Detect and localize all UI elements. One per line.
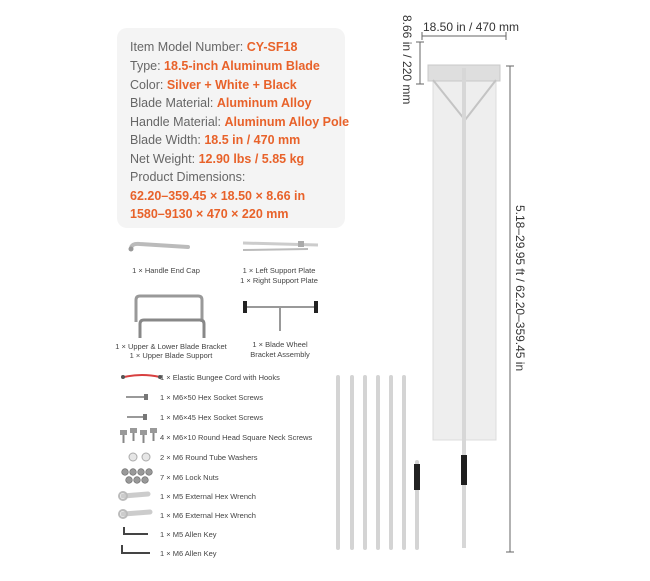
wheel-bracket-image xyxy=(243,301,318,331)
blade-bracket-label: 1 × Upper & Lower Blade Bracket xyxy=(115,342,227,351)
square-neck-screws-image xyxy=(120,428,157,443)
accessory-square-neck-screws: 4 × M6×10 Round Head Square Neck Screws xyxy=(160,433,313,442)
accessory-tube-washers: 2 × M6 Round Tube Washers xyxy=(160,453,258,462)
width-dimension-label: 18.50 in / 470 mm xyxy=(423,20,520,34)
m6-allen-key-image xyxy=(122,545,150,553)
handle-end-cap-image xyxy=(129,244,189,252)
accessory-m5-hex-wrench: 1 × M5 External Hex Wrench xyxy=(160,492,256,501)
spec-net-weight: Net Weight: 12.90 lbs / 5.85 kg xyxy=(130,152,305,166)
m5-hex-wrench-image xyxy=(119,492,148,500)
spec-dimensions-mm: 1580–9130 × 470 × 220 mm xyxy=(130,207,289,221)
blade-bracket-image xyxy=(136,296,204,338)
right-support-plate-label: 1 × Right Support Plate xyxy=(240,276,318,285)
spec-dimensions-label: Product Dimensions: xyxy=(130,170,246,184)
wheel-bracket-label-1: 1 × Blade Wheel xyxy=(252,340,308,349)
m6-hex-wrench-image xyxy=(119,510,150,518)
accessory-lock-nuts: 7 × M6 Lock Nuts xyxy=(160,473,219,482)
support-plate-image xyxy=(243,241,318,250)
roof-rake-image xyxy=(428,65,500,548)
hex-screw-45-image xyxy=(127,414,147,420)
accessory-hex-screw-45: 1 × M6×45 Hex Socket Screws xyxy=(160,413,263,422)
wheel-bracket-label-2: Bracket Assembly xyxy=(250,350,310,359)
handle-end-cap-label: 1 × Handle End Cap xyxy=(132,266,200,275)
m5-allen-key-image xyxy=(124,527,148,534)
accessory-m6-hex-wrench: 1 × M6 External Hex Wrench xyxy=(160,511,256,520)
pole-sections-image xyxy=(338,377,420,548)
spec-dimensions-in: 62.20–359.45 × 18.50 × 8.66 in xyxy=(130,189,306,203)
lock-nuts-image xyxy=(122,469,153,484)
spec-handle-material: Handle Material: Aluminum Alloy Pole xyxy=(130,115,350,129)
spec-type: Type: 18.5-inch Aluminum Blade xyxy=(130,59,320,73)
blade-support-label: 1 × Upper Blade Support xyxy=(129,351,213,360)
length-dimension-label: 5.18–29.95 ft / 62.20–359.45 in xyxy=(513,205,527,372)
spec-blade-width: Blade Width: 18.5 in / 470 mm xyxy=(130,133,301,147)
spec-color: Color: Silver + White + Black xyxy=(130,78,297,92)
accessory-hex-screw-50: 1 × M6×50 Hex Socket Screws xyxy=(160,393,263,402)
accessory-bungee-cord: 1 × Elastic Bungee Cord with Hooks xyxy=(160,373,280,382)
left-support-plate-label: 1 × Left Support Plate xyxy=(242,266,316,275)
spec-blade-material: Blade Material: Aluminum Alloy xyxy=(130,96,312,110)
spec-model: Item Model Number: CY-SF18 xyxy=(130,40,298,54)
hex-screw-50-image xyxy=(126,394,148,400)
bungee-cord-image xyxy=(121,375,162,379)
tube-washers-image xyxy=(129,453,150,461)
depth-dimension-label: 8.66 in / 220 mm xyxy=(400,15,414,105)
accessory-m5-allen-key: 1 × M5 Allen Key xyxy=(160,530,217,539)
accessory-m6-allen-key: 1 × M6 Allen Key xyxy=(160,549,217,558)
